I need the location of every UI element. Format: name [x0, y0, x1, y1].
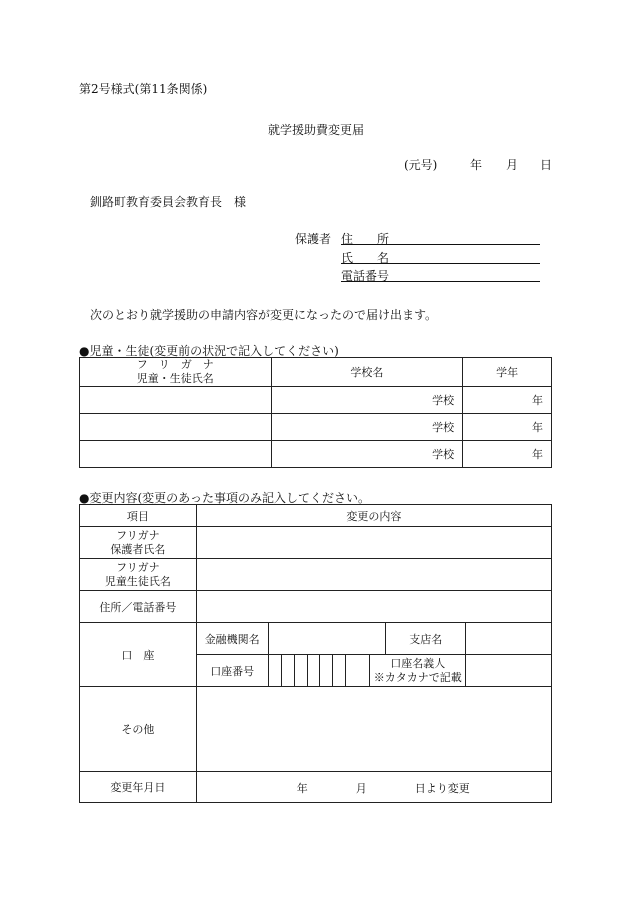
students-header-grade: 学年	[463, 358, 552, 387]
child-name-label-cell: 児童生徒氏名	[104, 574, 171, 588]
address-phone-content[interactable]	[196, 591, 551, 623]
changes-heading: ●変更内容(変更のあった事項のみ記入してください。	[79, 491, 371, 505]
branch-name-label: 支店名	[386, 623, 466, 655]
guardian-name-field[interactable]	[341, 263, 540, 264]
student-grade-cell[interactable]: 年	[463, 441, 552, 468]
account-digit-box[interactable]	[294, 655, 307, 687]
account-digit-box[interactable]	[346, 655, 370, 687]
form-number: 第2号様式(第11条関係)	[79, 82, 208, 96]
account-holder-text: 口座名義人	[390, 656, 446, 670]
table-row	[80, 387, 552, 414]
guardian-name-item	[80, 527, 197, 559]
student-school-cell[interactable]: 学校	[271, 387, 463, 414]
date-year-label: 年	[470, 158, 483, 172]
changes-header-content: 変更の内容	[196, 505, 551, 527]
students-header-name	[80, 358, 272, 387]
account-digit-box[interactable]	[268, 655, 281, 687]
account-holder-field[interactable]	[466, 655, 552, 687]
changes-table	[79, 504, 552, 803]
other-item: その他	[80, 687, 197, 772]
change-date-item: 変更年月日	[80, 772, 197, 803]
account-digit-box[interactable]	[281, 655, 294, 687]
change-date-year: 年	[296, 782, 308, 795]
guardian-phone-field[interactable]	[341, 281, 540, 282]
student-grade-cell[interactable]: 年	[463, 414, 552, 441]
student-school-cell[interactable]: 学校	[271, 441, 463, 468]
change-date-suffix: 日より変更	[414, 782, 470, 795]
account-digit-box[interactable]	[307, 655, 320, 687]
bank-name-label: 金融機関名	[196, 623, 268, 655]
address-phone-item: 住所／電話番号	[80, 591, 197, 623]
guardian-phone-label: 電話番号	[341, 269, 390, 283]
era-label: (元号)	[404, 158, 438, 172]
guardian-address-label: 住 所	[341, 232, 390, 246]
account-digit-box[interactable]	[333, 655, 346, 687]
guardian-name-content[interactable]	[196, 527, 551, 559]
addressee: 釧路町教育委員会教育長 様	[90, 195, 247, 209]
students-table	[79, 357, 552, 468]
change-date-content[interactable]	[196, 772, 551, 803]
students-header-name-label: 児童・生徒氏名	[136, 372, 214, 385]
bank-name-field[interactable]	[268, 623, 386, 655]
student-grade-cell[interactable]: 年	[463, 387, 552, 414]
students-header-school: 学校名	[271, 358, 463, 387]
child-name-content[interactable]	[196, 559, 551, 591]
katakana-note: ※カタカナで記載	[373, 670, 462, 684]
student-name-cell[interactable]	[80, 414, 272, 441]
other-content[interactable]	[196, 687, 551, 772]
guardian-label: 保護者	[295, 232, 332, 246]
date-month-label: 月	[506, 158, 519, 172]
table-row	[80, 441, 552, 468]
branch-name-field[interactable]	[466, 623, 552, 655]
form-title: 就学援助費変更届	[268, 123, 365, 137]
students-heading: ●児童・生徒(変更前の状況で記入してください)	[79, 344, 339, 358]
intro-text: 次のとおり就学援助の申請内容が変更になったので届け出ます。	[90, 308, 438, 322]
students-header-furigana: フ リ ガ ナ	[136, 358, 214, 371]
child-name-item	[80, 559, 197, 591]
student-school-cell[interactable]: 学校	[271, 414, 463, 441]
account-item: 口 座	[80, 623, 197, 687]
guardian-address-field[interactable]	[341, 244, 540, 245]
account-digit-box[interactable]	[320, 655, 333, 687]
guardian-name-label-cell: 保護者氏名	[110, 542, 166, 556]
guardian-name-furigana: フリガナ	[116, 528, 160, 542]
child-name-furigana: フリガナ	[116, 560, 160, 574]
student-name-cell[interactable]	[80, 441, 272, 468]
date-day-label: 日	[540, 158, 553, 172]
account-number-label: 口座番号	[196, 655, 268, 687]
guardian-name-label: 氏 名	[341, 251, 390, 265]
table-row	[80, 414, 552, 441]
change-date-month: 月	[355, 782, 367, 795]
account-holder-label	[370, 655, 466, 687]
student-name-cell[interactable]	[80, 387, 272, 414]
changes-header-item: 項目	[80, 505, 197, 527]
